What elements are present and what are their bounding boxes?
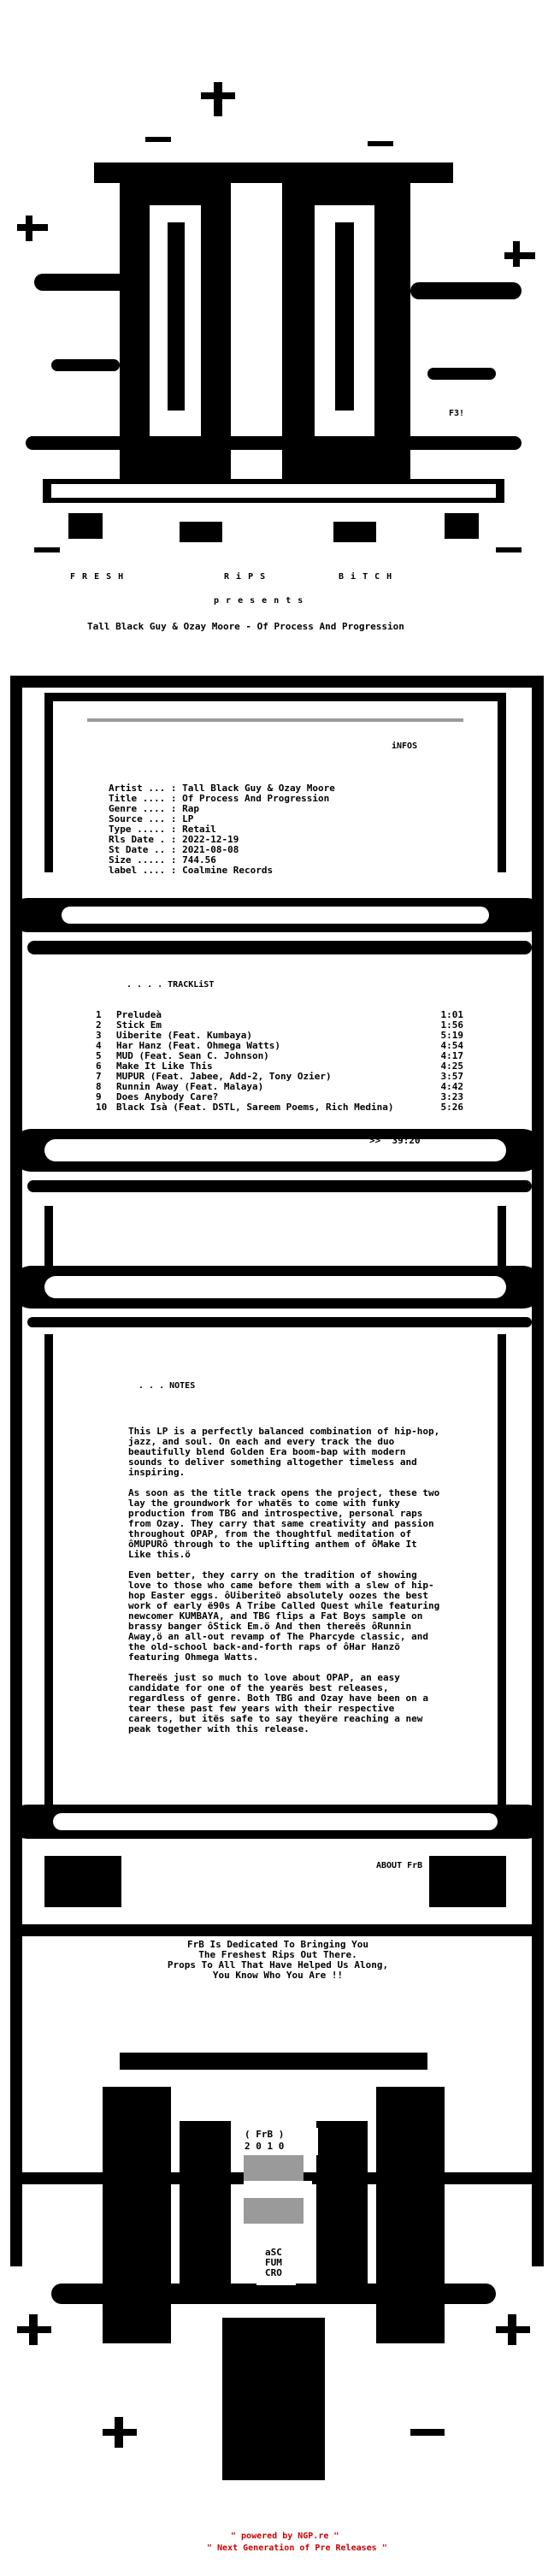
track-row: 4 Har Hanz (Feat. Ohmega Watts) 4:54 — [96, 1040, 463, 1051]
about-line: The Freshest Rips Out There. — [198, 1949, 357, 1960]
credit: CRO — [265, 2267, 282, 2278]
presents-text: p r e s e n t s — [214, 596, 304, 606]
about-label: ABOUT FrB — [376, 1861, 423, 1870]
track-row: 6 Make It Like This 4:25 — [96, 1061, 463, 1072]
tagline-bitch: B i T C H — [339, 572, 393, 582]
next-gen-tagline: " Next Generation of Pre Releases " — [207, 2544, 387, 2553]
track-row: 7 MUPUR (Feat. Jabee, Add-2, Tony Ozier) 3:57 — [96, 1071, 463, 1082]
info-row: Source ... : LP — [109, 813, 194, 824]
credit: aSC — [265, 2247, 282, 2258]
notes-body — [128, 1427, 445, 1745]
badge-frb: ( FrB ) — [245, 2129, 285, 2140]
notes-paragraph: This LP is a perfectly balanced combination of hip-hop, jazz, and soul. On each and every track the duo beautifully blend Golden Era boom-bap with modern sounds to deliver something altogether timeless and inspiring. — [128, 1426, 440, 1478]
info-row: label .... : Coalmine Records — [109, 865, 274, 876]
track-row: 10 Black Isà (Feat. DSTL, Sareem Poems, Rich Medina) 5:26 — [96, 1102, 463, 1113]
frb-logo-art — [0, 0, 554, 650]
about-line: FrB Is Dedicated To Bringing You — [187, 1939, 368, 1950]
tracklist — [96, 1010, 463, 1113]
powered-by: " powered by NGP.re " — [231, 2532, 339, 2541]
release-title: Tall Black Guy & Ozay Moore - Of Process And Progression — [87, 621, 404, 632]
notes-paragraph: As soon as the title track opens the project, these two lay the groundwork for whatës to come with funky production from TBG and introspective, personal raps from Ozay. They carry that same creativity and passion throughout OPAP, from the thoughtful meditation of ôMUPURô through to the uplifting anthem of ôMake It Like this.ö — [128, 1487, 440, 1560]
track-row: 8 Runnin Away (Feat. Malaya) 4:42 — [96, 1081, 463, 1092]
badge-year: 2 0 1 0 — [245, 2141, 285, 2152]
notes-paragraph: Thereës just so much to love about OPAP, an easy candidate for one of the yearës best releases, regardless of genre. Both TBG and Ozay have been on a tear these past few years with their respective careers, but itës safe to say theyëre reaching a new peak together with this release. — [128, 1672, 428, 1734]
track-row: 2 Stick Em 1:56 — [96, 1019, 463, 1031]
track-row: 5 MUD (Feat. Sean C. Johnson) 4:17 — [96, 1050, 463, 1061]
about-text — [120, 1940, 436, 1981]
info-row: St Date .. : 2021-08-08 — [109, 844, 239, 855]
info-row: Genre .... : Rap — [109, 803, 199, 814]
infos-list — [109, 783, 335, 876]
track-row: 9 Does Anybody Care? 3:23 — [96, 1091, 463, 1102]
total-runtime: >> 39:20 — [369, 1135, 421, 1146]
track-row: 3 Uiberite (Feat. Kumbaya) 5:19 — [96, 1030, 463, 1041]
info-row: Title .... : Of Process And Progression — [109, 793, 330, 804]
info-row: Artist ... : Tall Black Guy & Ozay Moore — [109, 783, 335, 794]
tracklist-label: . . . . TRACKLiST — [127, 980, 215, 990]
credits — [265, 2248, 282, 2278]
info-row: Size ..... : 744.56 — [109, 854, 216, 866]
notes-paragraph: Even better, they carry on the tradition of showing love to those who came before them with a slew of hip-hop Easter eggs. ôUiberiteö absolutely oozes the best work of early ë90s A Tribe Called Quest while featuring newcomer KUMBAYA, and TBG flips a Fat Boys sample on brassy banger ôStick Em.ö And then thereës ôRunnin Away,ö an all-out revamp of The Pharcyde classic, and the old-school back-and-forth raps of ôHar Hanzö featuring Ohmega Watts. — [128, 1569, 440, 1663]
tagline-fresh: F R E S H — [70, 572, 125, 582]
info-row: Rls Date . : 2022-12-19 — [109, 834, 239, 845]
about-line: Props To All That Have Helped Us Along, — [167, 1959, 389, 1970]
info-row: Type ..... : Retail — [109, 824, 216, 835]
credit: FUM — [265, 2257, 282, 2268]
track-row: 1 Preludeà 1:01 — [96, 1009, 463, 1020]
corner-tag: F3! — [449, 409, 465, 418]
tagline-rips: R i P S — [224, 572, 267, 582]
about-line: You Know Who You Are !! — [212, 1970, 344, 1981]
notes-label: . . . NOTES — [138, 1381, 196, 1391]
infos-label: iNFOS — [392, 741, 418, 751]
